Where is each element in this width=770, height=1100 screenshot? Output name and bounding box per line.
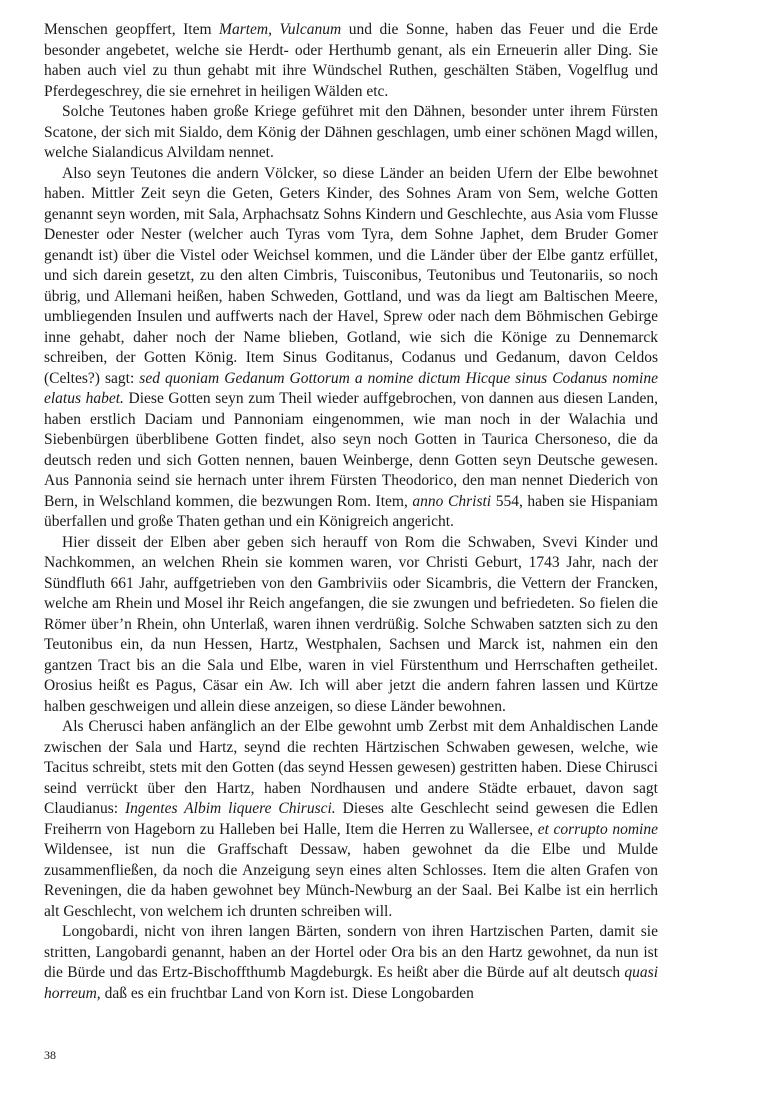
- italic-run: et corrupto nomine: [537, 820, 658, 838]
- paragraph-4: [44, 533, 658, 718]
- text-run: Menschen geopffert, Item: [44, 21, 220, 38]
- italic-run: anno Christi: [412, 492, 492, 510]
- italic-run: Ingentes Albim liquere Chirusci.: [125, 800, 336, 817]
- text-run: Hier disseit der Elben aber geben sich herauff von Rom die Schwaben, Svevi Kinder und Nachkommen, an welchen Rhein sie kommen waren, vor Christi Geburt, 1743 Jahr, nach der Sündfluth 661 Jahr, auffgetrieben von den Gambriviis oder Sicambris, die Vettern der Francken, welche am Rhein und Mosel ihr Reich angefangen, die sie zwungen und befriedeten. So fielen die Römer über’n Rhein, ohn Unterlaß, waren ihnen verdrüßig. Solche Schwaben satzten sich zu den Teutonibus ein, da nun Hessen, Hartz, Westphalen, Sachsen und Marck ist, nahmen ein den gantzen Tract bis an die Sala und Elbe, waren in viel Fürstenthum und Herrschaften getheilet. Orosius heißt es Pagus, Cäsar ein Aw. Ich will aber jetzt die andern fahren lassen und Kürtze halben geschweigen und allein diese anzeigen, so diese Länder bewohnen.: [44, 533, 658, 715]
- text-run: Als Cherusci haben anfänglich an der Elbe gewohnt umb Zerbst mit dem Anhaldischen Lande zwischen der Sala und Hartz, seynd die rechten Härtzischen Schwaben gewesen, welche, wie Tacitus schreibt, stets mit den Gotten (das seynd Hessen gewesen) gestritten haben. Diese Chirusci seind verrückt über den Hartz, haben Nordhausen und andere Städte erbauet, davon sagt Claudianus:: [44, 718, 658, 817]
- text-run: 554, haben sie Hispaniam überfallen und große Thaten gethan und ein Königreich angericht.: [44, 492, 658, 530]
- text-run: Dieses alte Geschlecht seind gewesen die Edlen Freiherrn von Hageborn zu Halleben bei Halle, Item die Herren zu Wallersee,: [44, 800, 658, 838]
- paragraph-3: [44, 164, 658, 533]
- italic-run: quasi horreum,: [44, 964, 658, 1002]
- text-run: und die Sonne, haben das Feuer und die Erde besonder angebetet, welche sie Herdt- oder Herthumb genant, als ein Erneuerin aller Ding. Sie haben auch viel zu thun gehabt mit ihre Wündschel Ruthen, geschälten Stäben, Vogelflug und Pferdegeschrey, die sie ernehret in heiligen Wälden etc.: [44, 21, 658, 100]
- text-run: Wildensee, ist nun die Graffschaft Dessaw, haben gewohnet da die Elbe und Mulde zusammenfließen, da noch die Anzeigung seyn eines alten Schlosses. Item die alten Grafen von Reveningen, die da haben gewohnet bey Münch-Newburg an der Saal. Bei Kalbe ist ein herrlich alt Geschlecht, von welchem ich drunten schreiben will.: [44, 841, 658, 920]
- text-run: Diese Gotten seyn zum Theil wieder auffgebrochen, von dannen aus diesen Landen, haben erstlich Daciam und Pannoniam eingenommen, wie man noch in der Walachia und Siebenbürgen überblibene Gotten findet, also seyn noch Gotten in Taurica Chersoneso, die da deutsch reden und sich Gotten nennen, bauen Weinberge, denn Gotten seyn Deutsche gewesen. Aus Pannonia seind sie hernach unter ihrem Fürsten Theodorico, den man nennet Diederich von Bern, in Welschland kommen, die bezwungen Rom. Item,: [44, 390, 658, 510]
- page-number: 38: [44, 1048, 56, 1062]
- text-run: daß es ein fruchtbar Land von Korn ist. Diese Longobarden: [100, 984, 474, 1002]
- italic-run: Martem, Vulcanum: [219, 21, 342, 38]
- paragraph-2: [44, 102, 658, 164]
- text-run: Solche Teutones haben große Kriege geführet mit den Dähnen, besonder unter ihrem Fürsten Scatone, der sich mit Sialdo, dem König der Dähnen geschlagen, umb einer schönen Magd willen, welche Sialandicus Alvildam nennet.: [44, 103, 658, 161]
- paragraph-1: [44, 20, 658, 102]
- text-run: Longobardi, nicht von ihren langen Bärten, sondern von ihren Hartzischen Parten, damit sie stritten, Langobardi genannt, haben an der Hortel oder Ora bis an den Hartz gewohnet, da nun ist die Bürde und das Ertz-Bischoffthumb Magdeburgk. Es heißt aber die Bürde auf alt deutsch: [44, 923, 658, 981]
- italic-run: sed quoniam Gedanum Gottorum a nomine dictum Hicque sinus Codanus nomine elatus habet.: [44, 369, 658, 407]
- text-run: Also seyn Teutones die andern Völcker, so diese Länder an beiden Ufern der Elbe bewohnet haben. Mittler Zeit seyn die Geten, Geters Kinder, des Sohnes Aram von Sem, welche Gotten genannt seyn worden, mit Sala, Arphachsatz Sohns Kindern und Geschlechte, aus Asia vom Flusse Denester oder Nester (welcher auch Tyras vom Tyra, dem Sohne Japhet, dem Bruder Gomer genandt ist) über die Vistel oder Weichsel kommen, und die Länder über der Elbe gantz erfüllet, und sich darein gesetzt, zu den alten Cimbris, Tuisconibus, Teutonibus und Teutonariis, so noch übrig, und Allemani heißen, haben Schweden, Gottland, und was da liegt am Baltischen Meere, umbliegenden Insulen und auffwerts nach der Havel, Sprew oder nach dem Böhmischen Gebirge inne gehabt, daher noch der Name blieben, Gotland, wie sich die Könige zu Dennemarck schreiben, der Gotten König. Item Sinus Goditanus, Codanus und Gedanum, davon Celdos (Celtes?) sagt:: [44, 164, 658, 387]
- page-body: [44, 20, 658, 1004]
- paragraph-6: [44, 922, 658, 1004]
- paragraph-5: [44, 717, 658, 922]
